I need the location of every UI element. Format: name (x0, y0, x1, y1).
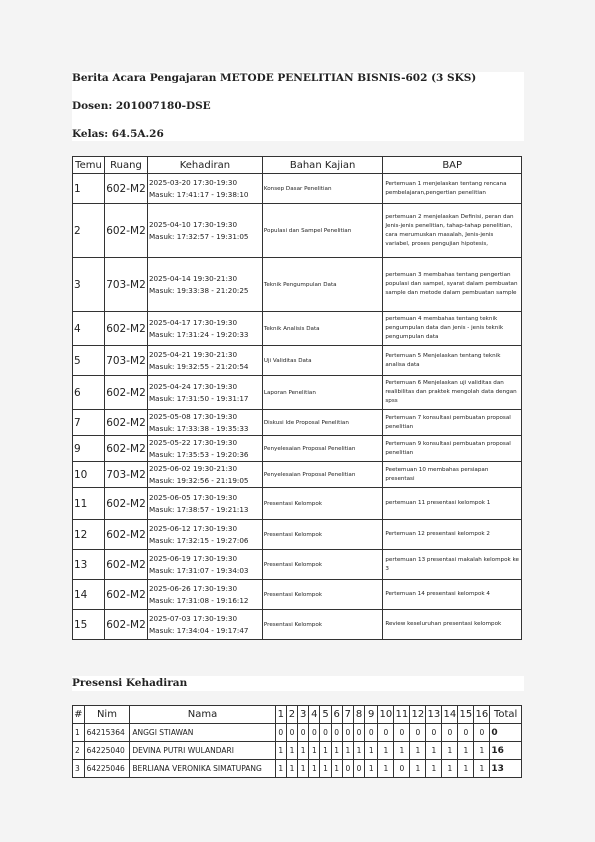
session-ruang: 703-M2 (104, 462, 147, 488)
session-kehadiran (147, 204, 262, 258)
session-checkin: Masuk: 17:31:07 - 19:34:03 (148, 565, 249, 575)
attendance-name: ANGGI STIAWAN (130, 724, 275, 742)
attendance-mark: 0 (474, 724, 490, 742)
session-bahan-kajian: Presentasi Kelompok (262, 520, 382, 550)
attendance-mark: 1 (298, 742, 309, 760)
attendance-col: # (73, 706, 85, 724)
sessions-header-row (73, 157, 522, 174)
attendance-mark: 1 (320, 760, 331, 778)
session-temu: 6 (73, 376, 105, 410)
attendance-header-row (73, 706, 522, 724)
session-bap: pertemuan 2 menjelaskan Definisi, peran dan Jenis-jenis penelitian, tahap-tahap penelitian, cara merumuskan masalah, Jenis-jenis variabel, proses pengujian hipotesis, (383, 204, 522, 258)
session-schedule: 2025-04-24 17:30-19:30 (148, 381, 238, 391)
session-temu: 5 (73, 346, 105, 376)
session-checkin: Masuk: 17:35:53 - 19:20:36 (148, 449, 249, 459)
session-kehadiran (147, 410, 262, 436)
session-row (73, 462, 522, 488)
attendance-mark: 1 (410, 760, 426, 778)
session-schedule: 2025-04-21 19:30-21:30 (148, 349, 238, 359)
session-bap: pertemuan 4 membahas tentang teknik pengumpulan data dan jenis - jenis teknik pengumpulan data (383, 312, 522, 346)
session-checkin: Masuk: 17:38:57 - 19:21:13 (148, 504, 249, 514)
session-bap: pertemuan 3 membahas tentang pengertian populasi dan sampel, syarat dalam pembuatan sample dan metode dalam pembuatan sample (383, 258, 522, 312)
attendance-mark: 0 (331, 724, 342, 742)
session-bap: Pertemuan 1 menjelaskan tentang rencana pembelajaran,pengertian penelitian (383, 174, 522, 204)
session-checkin: Masuk: 17:34:04 - 19:17:47 (148, 625, 249, 635)
attendance-mark: 1 (286, 760, 297, 778)
col-kehadiran: Kehadiran (147, 157, 262, 174)
session-bap: Review keseluruhan presentasi kelompok (383, 610, 522, 640)
session-row (73, 346, 522, 376)
class-label: Kelas: 64.5A.26 (72, 128, 164, 140)
attendance-mark: 0 (353, 760, 364, 778)
session-temu: 12 (73, 520, 105, 550)
sessions-table (72, 156, 522, 640)
session-schedule: 2025-06-19 17:30-19:30 (148, 553, 238, 563)
session-bap: Pertemuan 9 konsultasi pembuatan proposal penelitian (383, 436, 522, 462)
session-schedule: 2025-06-26 17:30-19:30 (148, 583, 238, 593)
session-row (73, 410, 522, 436)
session-bap: pertemuan 13 presentasi makalah kelompok ke 3 (383, 550, 522, 580)
session-kehadiran (147, 258, 262, 312)
attendance-col: 2 (286, 706, 297, 724)
session-temu: 10 (73, 462, 105, 488)
attendance-mark: 1 (442, 742, 458, 760)
attendance-col: 15 (458, 706, 474, 724)
session-kehadiran (147, 462, 262, 488)
session-schedule: 2025-06-05 17:30-19:30 (148, 492, 238, 502)
session-row (73, 258, 522, 312)
attendance-mark: 1 (426, 742, 442, 760)
session-kehadiran (147, 376, 262, 410)
session-bap: Pertemuan 5 Menjelaskan tentang teknik analisa data (383, 346, 522, 376)
session-temu: 15 (73, 610, 105, 640)
session-schedule: 2025-07-03 17:30-19:30 (148, 613, 238, 623)
attendance-mark: 0 (342, 724, 353, 742)
session-bahan-kajian: Populasi dan Sampel Penelitian (262, 204, 382, 258)
session-bahan-kajian: Teknik Analisis Data (262, 312, 382, 346)
session-checkin: Masuk: 17:33:38 - 19:35:33 (148, 423, 249, 433)
session-schedule: 2025-06-12 17:30-19:30 (148, 523, 238, 533)
session-ruang: 602-M2 (104, 204, 147, 258)
attendance-mark: 1 (342, 742, 353, 760)
attendance-col: 8 (353, 706, 364, 724)
attendance-mark: 0 (365, 724, 378, 742)
attendance-mark: 1 (365, 742, 378, 760)
attendance-col: 7 (342, 706, 353, 724)
attendance-mark: 1 (458, 760, 474, 778)
attendance-total: 13 (490, 760, 522, 778)
session-bap: Pertemuan 6 Menjelaskan uji validitas dan realibilitas dan praktek mengolah data dengan spss (383, 376, 522, 410)
session-row (73, 376, 522, 410)
session-ruang: 602-M2 (104, 376, 147, 410)
attendance-mark: 0 (275, 724, 286, 742)
col-ruang: Ruang (104, 157, 147, 174)
attendance-col: 9 (365, 706, 378, 724)
attendance-total: 16 (490, 742, 522, 760)
attendance-col: Total (490, 706, 522, 724)
session-bahan-kajian: Presentasi Kelompok (262, 580, 382, 610)
session-ruang: 602-M2 (104, 610, 147, 640)
session-checkin: Masuk: 19:33:38 - 21:20:25 (148, 285, 249, 295)
attendance-mark: 1 (309, 760, 320, 778)
attendance-col: 16 (474, 706, 490, 724)
session-ruang: 602-M2 (104, 436, 147, 462)
session-temu: 13 (73, 550, 105, 580)
session-temu: 2 (73, 204, 105, 258)
session-row (73, 550, 522, 580)
session-ruang: 602-M2 (104, 520, 147, 550)
session-schedule: 2025-05-08 17:30-19:30 (148, 411, 238, 421)
session-ruang: 602-M2 (104, 410, 147, 436)
session-bahan-kajian: Laporan Penelitian (262, 376, 382, 410)
attendance-mark: 1 (309, 742, 320, 760)
attendance-mark: 1 (275, 742, 286, 760)
attendance-table (72, 705, 522, 778)
session-ruang: 602-M2 (104, 312, 147, 346)
session-temu: 9 (73, 436, 105, 462)
session-ruang: 602-M2 (104, 488, 147, 520)
col-bahan-kajian: Bahan Kajian (262, 157, 382, 174)
session-row (73, 580, 522, 610)
session-bahan-kajian: Diskusi Ide Proposal Penelitian (262, 410, 382, 436)
session-schedule: 2025-04-14 19:30-21:30 (148, 273, 238, 283)
attendance-mark: 1 (378, 760, 394, 778)
attendance-mark: 1 (378, 742, 394, 760)
attendance-mark: 1 (275, 760, 286, 778)
attendance-col: 6 (331, 706, 342, 724)
session-ruang: 602-M2 (104, 550, 147, 580)
session-checkin: Masuk: 17:31:50 - 19:31:17 (148, 393, 249, 403)
session-kehadiran (147, 346, 262, 376)
session-row (73, 204, 522, 258)
attendance-mark: 0 (342, 760, 353, 778)
session-row (73, 520, 522, 550)
attendance-mark: 1 (331, 742, 342, 760)
session-bahan-kajian: Presentasi Kelompok (262, 610, 382, 640)
session-kehadiran (147, 550, 262, 580)
session-checkin: Masuk: 19:32:56 - 21:19:05 (148, 475, 249, 485)
attendance-mark: 1 (442, 760, 458, 778)
attendance-mark: 0 (298, 724, 309, 742)
session-schedule: 2025-06-02 19:30-21:30 (148, 463, 238, 473)
session-temu: 11 (73, 488, 105, 520)
presensi-title: Presensi Kehadiran (72, 676, 524, 691)
session-ruang: 703-M2 (104, 258, 147, 312)
attendance-mark: 1 (331, 760, 342, 778)
session-bahan-kajian: Penyelesaian Proposal Penelitian (262, 462, 382, 488)
attendance-col: 13 (426, 706, 442, 724)
session-checkin: Masuk: 17:31:08 - 19:16:12 (148, 595, 249, 605)
session-schedule: 2025-03-20 17:30-19:30 (148, 177, 238, 187)
session-temu: 1 (73, 174, 105, 204)
session-checkin: Masuk: 19:32:55 - 21:20:54 (148, 361, 249, 371)
session-temu: 7 (73, 410, 105, 436)
session-kehadiran (147, 174, 262, 204)
attendance-mark: 1 (410, 742, 426, 760)
session-row (73, 488, 522, 520)
attendance-no: 2 (73, 742, 85, 760)
attendance-mark: 0 (394, 724, 410, 742)
attendance-name: BERLIANA VERONIKA SIMATUPANG (130, 760, 275, 778)
session-checkin: Masuk: 17:32:57 - 19:31:05 (148, 231, 249, 241)
attendance-total: 0 (490, 724, 522, 742)
attendance-mark: 0 (286, 724, 297, 742)
session-temu: 3 (73, 258, 105, 312)
attendance-col: Nama (130, 706, 275, 724)
session-bahan-kajian: Teknik Pengumpulan Data (262, 258, 382, 312)
attendance-mark: 0 (410, 724, 426, 742)
document-title: Berita Acara Pengajaran METODE PENELITIAN BISNIS-602 (3 SKS) (72, 72, 477, 84)
attendance-mark: 1 (286, 742, 297, 760)
attendance-col: 3 (298, 706, 309, 724)
attendance-row (73, 760, 522, 778)
session-row (73, 436, 522, 462)
session-row (73, 174, 522, 204)
session-schedule: 2025-04-10 17:30-19:30 (148, 219, 238, 229)
attendance-mark: 1 (320, 742, 331, 760)
attendance-col: 5 (320, 706, 331, 724)
session-bahan-kajian: Presentasi Kelompok (262, 488, 382, 520)
session-bap: pertemuan 11 presentasi kelompok 1 (383, 488, 522, 520)
session-bahan-kajian: Konsep Dasar Penelitian (262, 174, 382, 204)
session-kehadiran (147, 312, 262, 346)
attendance-mark: 1 (353, 742, 364, 760)
attendance-mark: 1 (394, 742, 410, 760)
attendance-mark: 1 (298, 760, 309, 778)
session-row (73, 312, 522, 346)
attendance-mark: 0 (426, 724, 442, 742)
session-ruang: 703-M2 (104, 346, 147, 376)
attendance-row (73, 742, 522, 760)
session-checkin: Masuk: 17:32:15 - 19:27:06 (148, 535, 249, 545)
session-kehadiran (147, 488, 262, 520)
attendance-col: 4 (309, 706, 320, 724)
session-bap: Pertemuan 12 presentasi kelompok 2 (383, 520, 522, 550)
attendance-nim: 64225046 (84, 760, 130, 778)
attendance-mark: 1 (365, 760, 378, 778)
attendance-mark: 1 (426, 760, 442, 778)
session-schedule: 2025-05-22 17:30-19:30 (148, 437, 238, 447)
attendance-name: DEVINA PUTRI WULANDARI (130, 742, 275, 760)
session-bahan-kajian: Uji Validitas Data (262, 346, 382, 376)
attendance-no: 3 (73, 760, 85, 778)
attendance-col: 11 (394, 706, 410, 724)
session-checkin: Masuk: 17:31:24 - 19:20:33 (148, 329, 249, 339)
session-bahan-kajian: Presentasi Kelompok (262, 550, 382, 580)
session-row (73, 610, 522, 640)
attendance-mark: 0 (458, 724, 474, 742)
attendance-mark: 0 (353, 724, 364, 742)
attendance-col: 12 (410, 706, 426, 724)
session-checkin: Masuk: 17:41:17 - 19:38:10 (148, 189, 249, 199)
session-ruang: 602-M2 (104, 580, 147, 610)
session-kehadiran (147, 580, 262, 610)
session-kehadiran (147, 436, 262, 462)
attendance-nim: 64225040 (84, 742, 130, 760)
session-schedule: 2025-04-17 17:30-19:30 (148, 317, 238, 327)
attendance-nim: 64215364 (84, 724, 130, 742)
attendance-mark: 1 (474, 742, 490, 760)
attendance-col: 14 (442, 706, 458, 724)
session-bap: Pertemuan 7 konsultasi pembuatan proposal penelitian (383, 410, 522, 436)
attendance-mark: 0 (442, 724, 458, 742)
attendance-mark: 1 (474, 760, 490, 778)
session-ruang: 602-M2 (104, 174, 147, 204)
session-kehadiran (147, 520, 262, 550)
attendance-col: 10 (378, 706, 394, 724)
attendance-mark: 0 (309, 724, 320, 742)
attendance-mark: 0 (378, 724, 394, 742)
session-temu: 14 (73, 580, 105, 610)
attendance-mark: 1 (458, 742, 474, 760)
col-bap: BAP (383, 157, 522, 174)
session-temu: 4 (73, 312, 105, 346)
attendance-mark: 0 (320, 724, 331, 742)
attendance-col: 1 (275, 706, 286, 724)
session-bahan-kajian: Penyelesaian Proposal Penelitian (262, 436, 382, 462)
attendance-no: 1 (73, 724, 85, 742)
attendance-row (73, 724, 522, 742)
attendance-col: Nim (84, 706, 130, 724)
attendance-mark: 0 (394, 760, 410, 778)
session-kehadiran (147, 610, 262, 640)
lecturer-label: Dosen: 201007180-DSE (72, 100, 211, 112)
session-bap: Peetemuan 10 membahas persiapan presentasi (383, 462, 522, 488)
session-bap: Pertemuan 14 presentasi kelompok 4 (383, 580, 522, 610)
col-temu: Temu (73, 157, 105, 174)
